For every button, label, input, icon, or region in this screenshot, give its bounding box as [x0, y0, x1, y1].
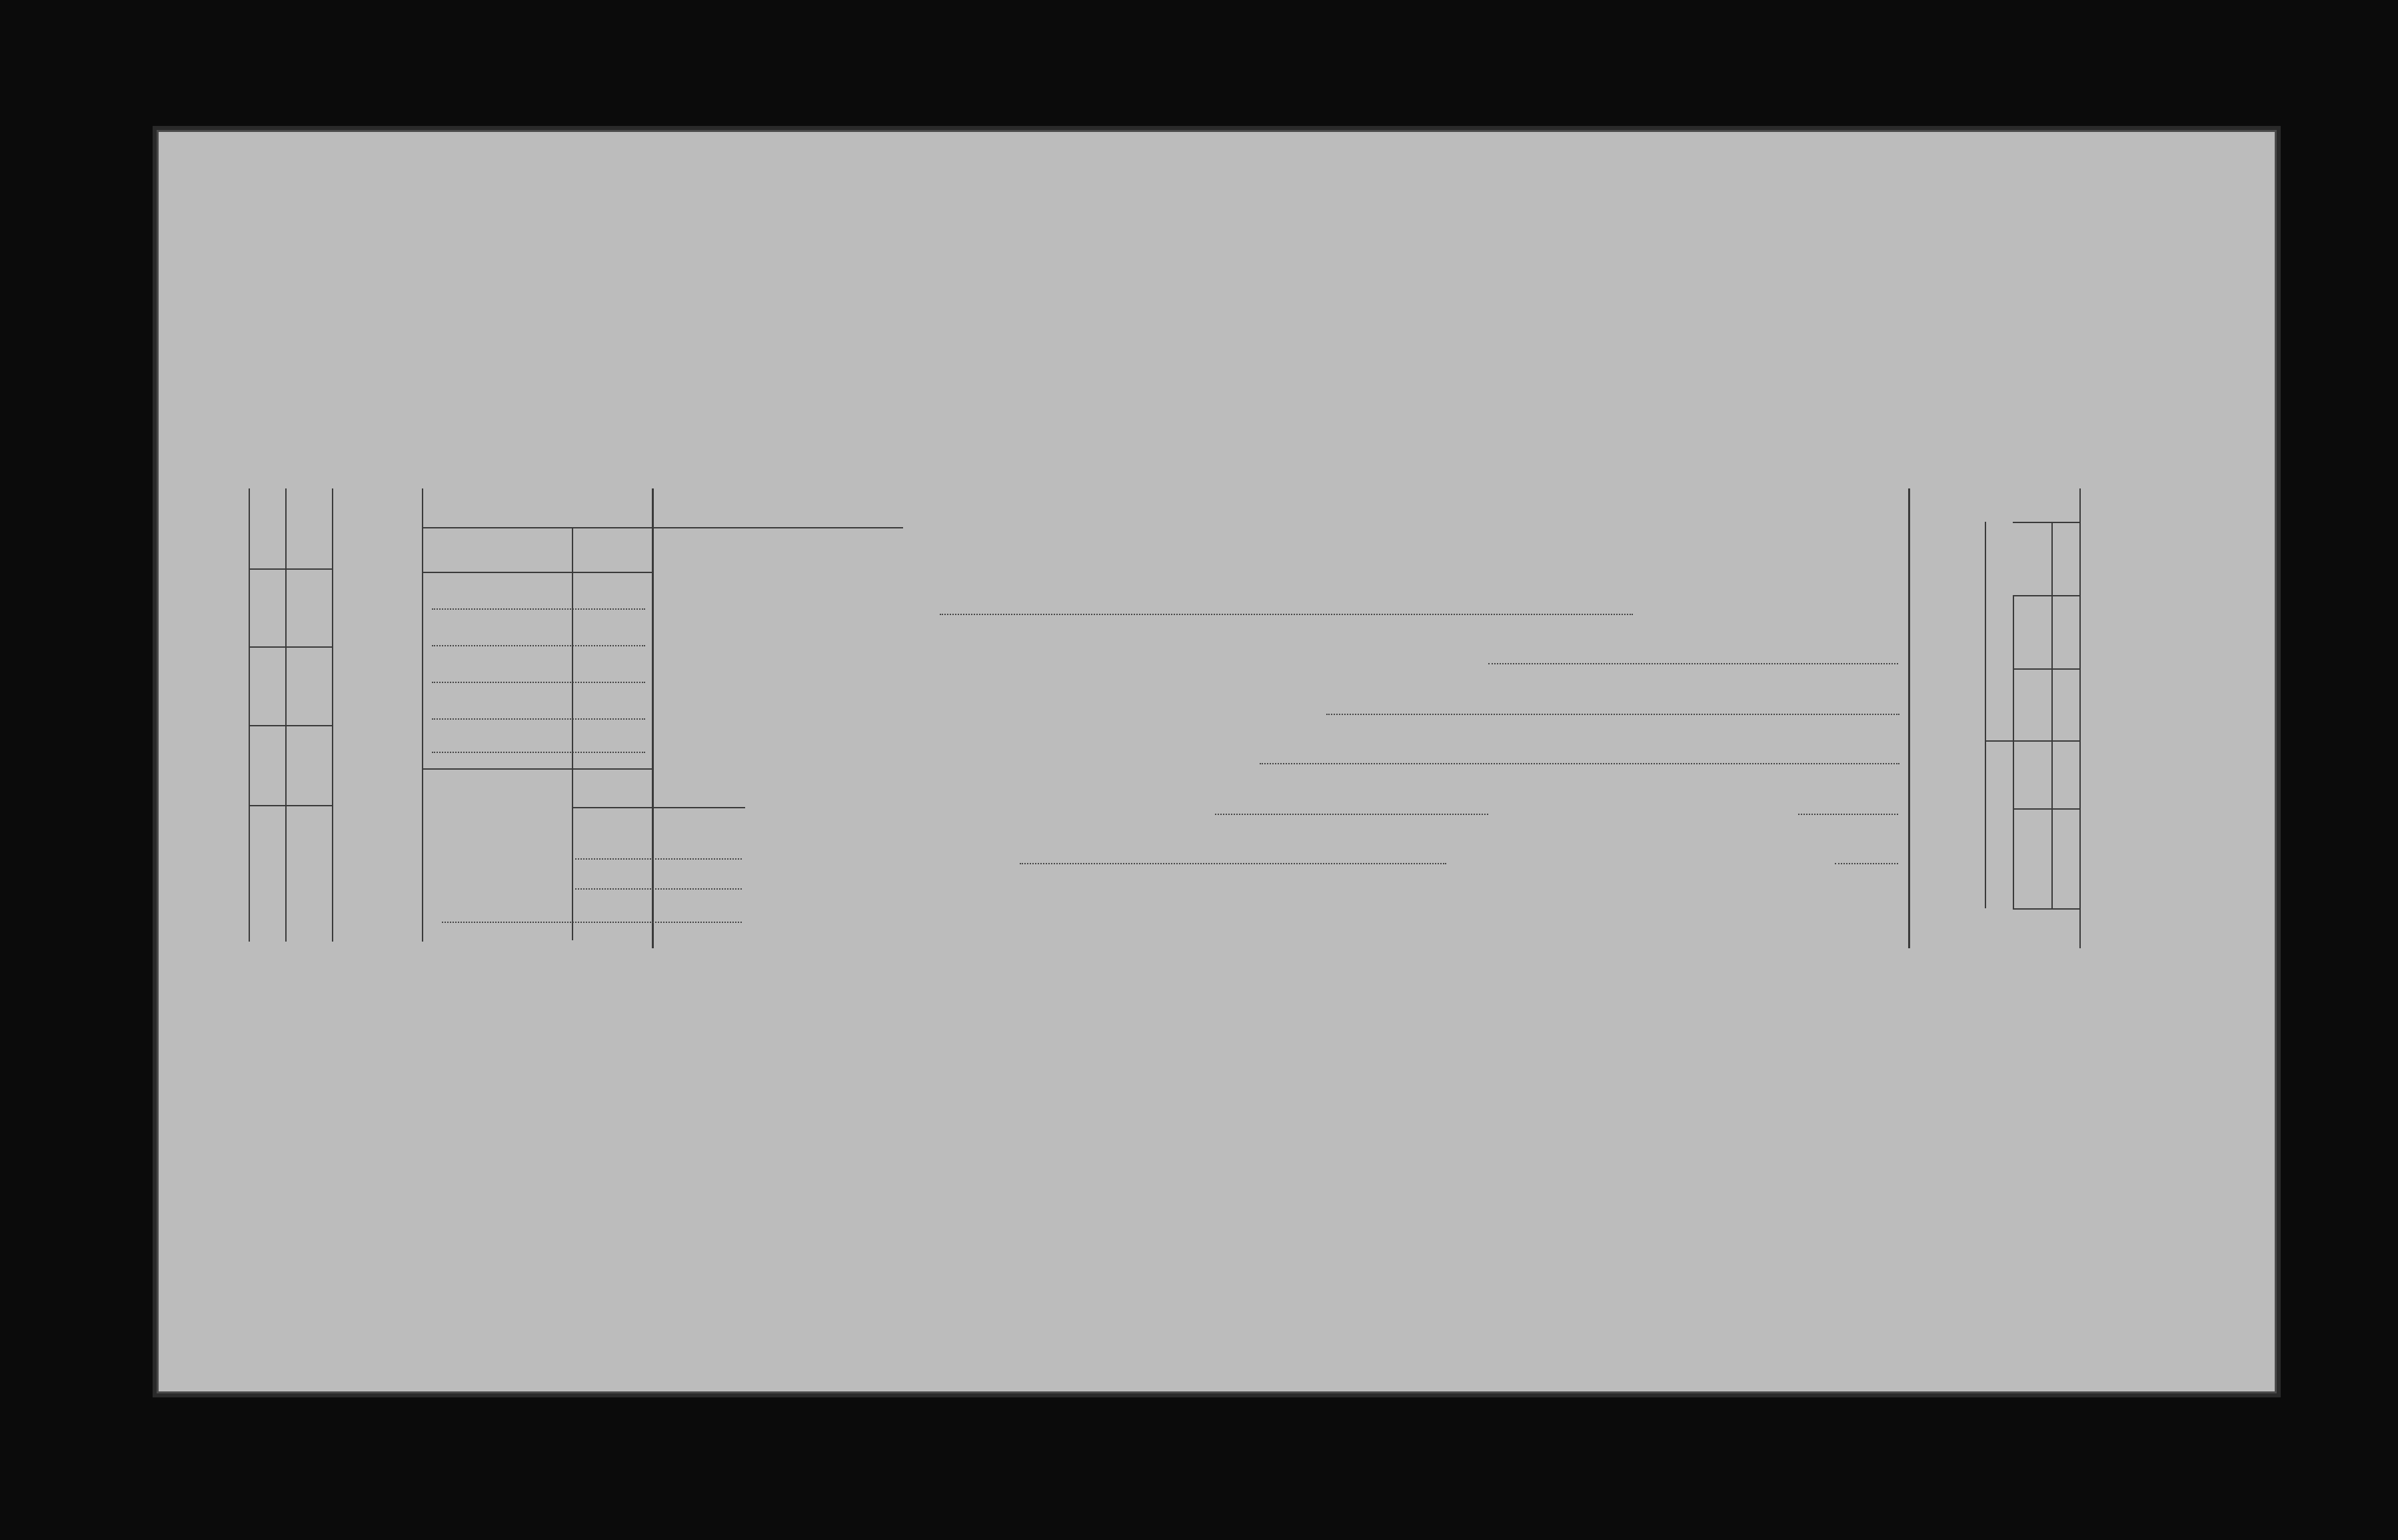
crop-table: [159, 132, 2275, 488]
lease-table: [159, 952, 2275, 1391]
census-card: [157, 130, 2277, 1393]
men-workers-label: [2021, 752, 2051, 825]
women-workers-label: [2021, 635, 2051, 708]
middle-block: [159, 488, 2275, 952]
population-total-label: [2021, 535, 2048, 628]
workers-label: [385, 508, 412, 915]
population-label: [1935, 515, 1975, 915]
